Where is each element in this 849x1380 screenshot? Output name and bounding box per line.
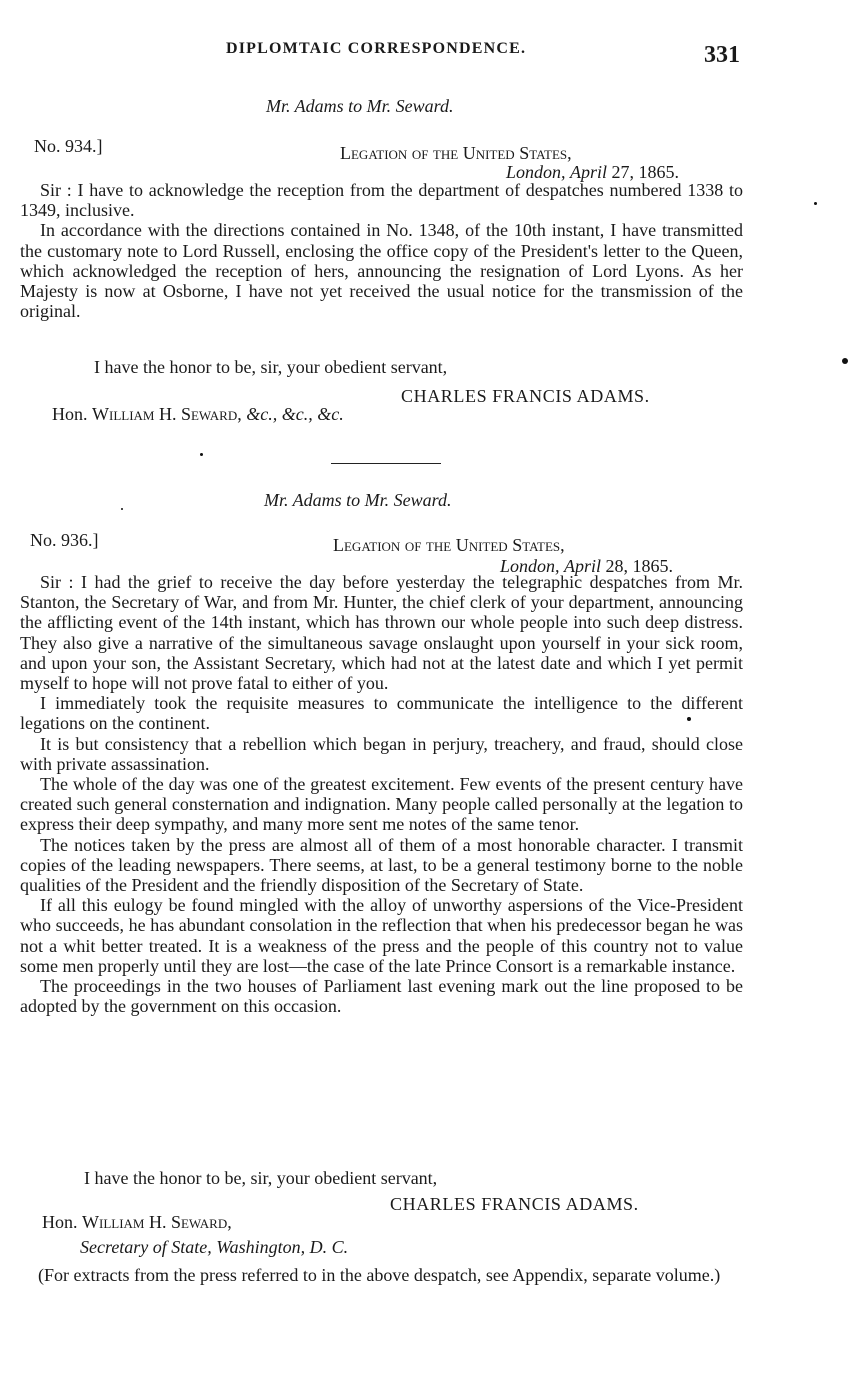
print-speck [687, 717, 691, 721]
print-speck [842, 358, 848, 364]
addressee-prefix: Hon. [42, 1212, 82, 1232]
paragraph: It is but consistency that a rebellion which began in perjury, treachery, and fraud, should close with private assassination. [20, 733, 743, 774]
paragraph: In accordance with the directions contained in No. 1348, of the 10th instant, I have transmitted the customary note to Lord Russell, enclosing the office copy of the President's letter to the Queen, which acknowledged the reception of hers, announcing the resignation of Lord Lyons. As her Majesty is now at Osborne, I have not yet received the usual notice for the transmission of the original. [20, 220, 743, 322]
signature: CHARLES FRANCIS ADAMS. [390, 1194, 639, 1214]
addressee [42, 1212, 232, 1233]
letter-body [20, 180, 743, 321]
signature: CHARLES FRANCIS ADAMS. [401, 386, 650, 406]
dateline-place: London, [506, 162, 566, 182]
dateline-place: London, [500, 556, 560, 576]
addressee [52, 404, 344, 425]
closing-line: I have the honor to be, sir, your obedient servant, [84, 1168, 438, 1188]
despatch-number: No. 934.] [34, 136, 103, 156]
addressee-suffix: &c., &c., &c. [241, 404, 344, 424]
letter-heading: Mr. Adams to Mr. Seward. [264, 490, 452, 510]
paragraph: The proceedings in the two houses of Parliament last evening mark out the line proposed to be adopted by the government on this occasion. [20, 976, 743, 1017]
addressee-name: William H. Seward, [82, 1212, 232, 1232]
running-head: DIPLOMTAIC CORRESPONDENCE. [226, 40, 527, 57]
footnote: (For extracts from the press referred to in the above despatch, see Appendix, separate volume.) [38, 1265, 721, 1285]
addressee-name: William H. Seward, [92, 404, 242, 424]
addressee-prefix: Hon. [52, 404, 92, 424]
legation-line: Legation of the United States, [340, 143, 572, 163]
dateline-day-year: 27, 1865. [607, 162, 680, 182]
section-divider [331, 463, 441, 464]
paragraph: The whole of the day was one of the greatest excitement. Few events of the present century have created such general consternation and indignation. Many people called personally at the legation to express their deep sympathy, and many more sent me notes of the same tenor. [20, 774, 743, 835]
page-number: 331 [704, 42, 740, 68]
despatch-number: No. 936.] [30, 530, 99, 550]
legation-line: Legation of the United States, [333, 535, 565, 555]
letter-heading: Mr. Adams to Mr. Seward. [266, 96, 454, 116]
paragraph: Sir : I had the grief to receive the day before yesterday the telegraphic despatches from Mr. Stanton, the Secretary of War, and from Mr. Hunter, the chief clerk of your department, announcing the afflicting event of the 14th instant, which has thrown our whole people into such deep distress. They also give a narrative of the simultaneous savage onslaught upon yourself in your sick room, and upon your son, the Assistant Secretary, which had not at the latest date and which I yet permit myself to hope will not prove fatal to either of you. [20, 572, 743, 694]
letter-body [20, 572, 743, 1016]
paragraph: Sir : I have to acknowledge the reception from the department of despatches numbered 1338 to 1349, inclusive. [20, 180, 743, 221]
paragraph: The notices taken by the press are almost all of them of a most honorable character. I transmit copies of the leading newspapers. There seems, at last, to be a general testimony borne to the noble qualities of the President and the friendly disposition of the Secretary of State. [20, 834, 743, 896]
paragraph: I immediately took the requisite measures to communicate the intelligence to the different legations on the continent. [20, 693, 743, 734]
addressee-title: Secretary of State, Washington, D. C. [80, 1237, 349, 1257]
print-speck [200, 453, 203, 456]
closing-line: I have the honor to be, sir, your obedient servant, [94, 357, 448, 377]
paragraph: If all this eulogy be found mingled with the alloy of unworthy aspersions of the Vice-President who succeeds, he has abundant consolation in the reflection that when his predecessor began he was not a whit better treated. It is a weakness of the press and the people of this country not to value some men properly until they are lost—the case of the late Prince Consort is a remarkable instance. [20, 895, 743, 976]
print-speck [814, 202, 817, 205]
dateline-month: April [564, 556, 602, 576]
dateline-month: April [570, 162, 608, 182]
dateline-day-year: 28, 1865. [601, 556, 674, 576]
print-speck [121, 508, 123, 510]
